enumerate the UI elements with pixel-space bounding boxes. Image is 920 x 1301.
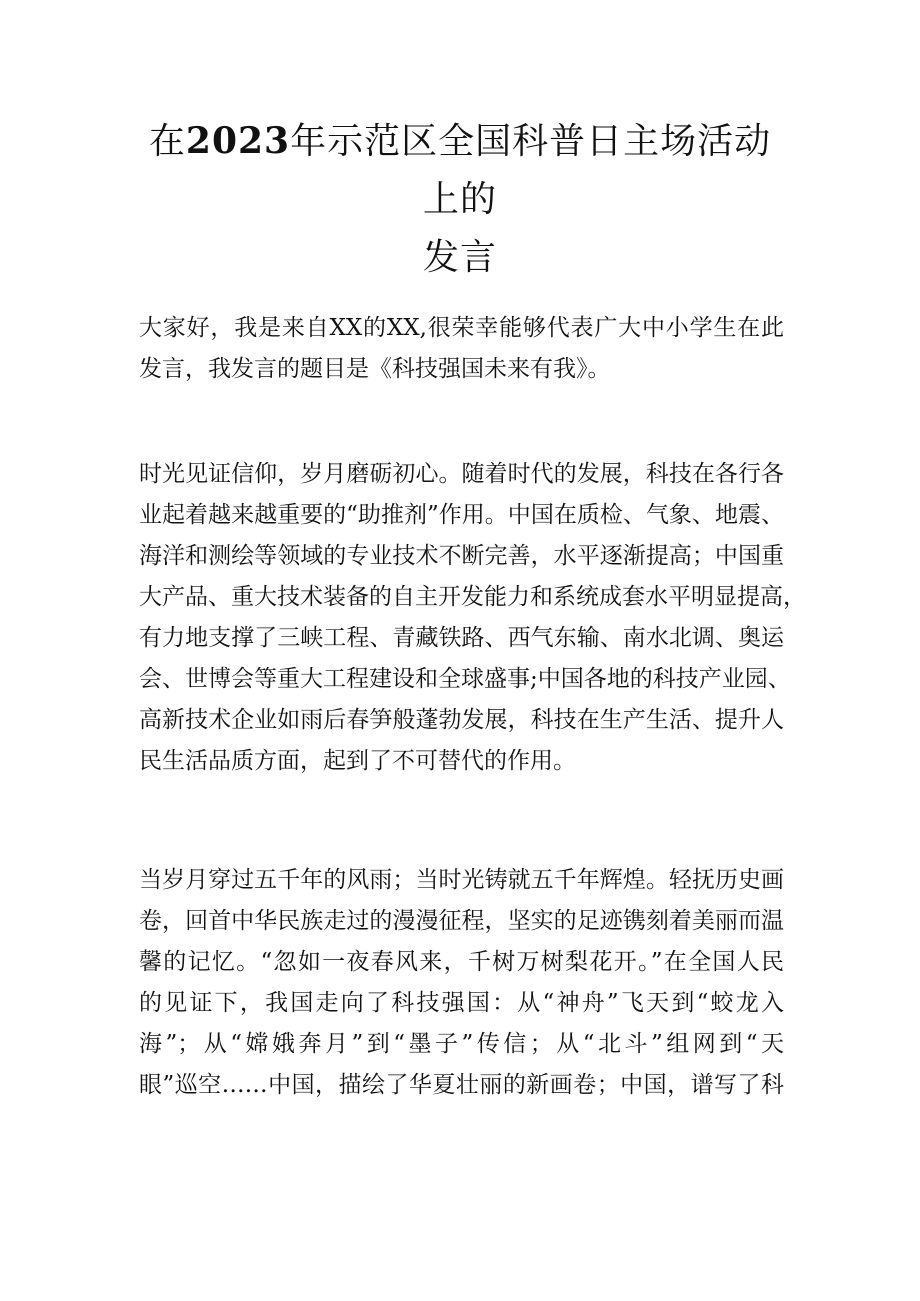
paragraph-line: 时光见证信仰，岁月磨砺初心。随着时代的发展，科技在各行各 <box>139 461 784 487</box>
paragraph-line: 高新技术企业如雨后春笋般蓬勃发展，科技在生产生活、提升人 <box>139 707 784 733</box>
document-title <box>140 112 780 287</box>
paragraph-line: 眼”巡空……中国，描绘了华夏壮丽的新画卷；中国，谱写了科 <box>139 1072 784 1098</box>
paragraph-2 <box>139 454 806 782</box>
title-year: 2023 <box>185 120 291 162</box>
paragraph-line: 当岁月穿过五千年的风雨；当时光铸就五千年辉煌。轻抚历史画 <box>139 867 784 893</box>
title-line-1 <box>140 112 780 229</box>
paragraph-line: 海洋和测绘等领域的专业技术不断完善，水平逐渐提高；中国重 <box>139 543 784 569</box>
title-suffix: 年示范区全国科普日主场活动上的 <box>290 121 772 220</box>
paragraph-line: 大产品、重大技术装备的自主开发能力和系统成套水平明显提高， <box>139 584 806 610</box>
paragraph-line: 会、世博会等重大工程建设和全球盛事;中国各地的科技产业园、 <box>139 666 791 692</box>
paragraph-line: 发言，我发言的题目是《科技强国未来有我》。 <box>139 356 611 382</box>
paragraph-line: 大家好，我是来自XX的XX,很荣幸能够代表广大中小学生在此 <box>139 315 784 341</box>
title-prefix: 在 <box>148 121 186 162</box>
paragraph-line: 有力地支撑了三峡工程、青藏铁路、西气东输、南水北调、奥运 <box>139 625 784 651</box>
paragraph-line: 民生活品质方面，起到了不可替代的作用。 <box>139 748 576 774</box>
paragraph-line: 的见证下，我国走向了科技强国：从“神舟”飞天到“蛟龙入 <box>139 990 784 1016</box>
paragraph-line: 海”；从“嫦娥奔月”到“墨子”传信；从“北斗”组网到“天 <box>139 1031 784 1057</box>
paragraph-1 <box>139 308 784 390</box>
paragraph-line: 业起着越来越重要的“助推剂”作用。中国在质检、气象、地震、 <box>139 502 784 528</box>
title-line-2: 发言 <box>422 237 497 278</box>
paragraph-line: 馨的记忆。“忽如一夜春风来，千树万树梨花开。”在全国人民 <box>139 949 784 975</box>
paragraph-line: 卷，回首中华民族走过的漫漫征程，坚实的足迹镌刻着美丽而温 <box>139 908 784 934</box>
paragraph-3 <box>139 860 784 1106</box>
